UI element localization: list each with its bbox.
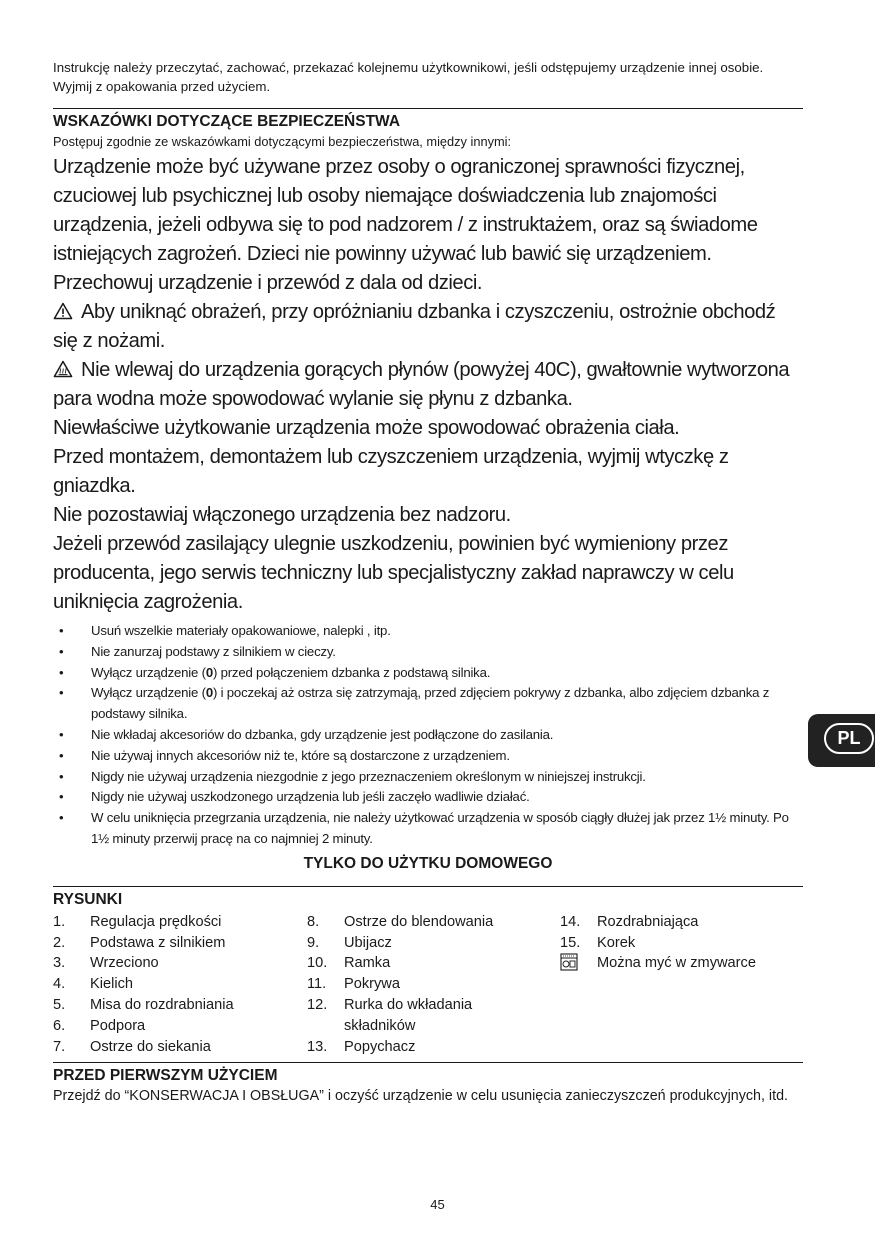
safety-paragraph-warning xyxy=(53,298,803,356)
page-content xyxy=(53,58,803,1106)
figure-legend-item xyxy=(307,974,524,995)
figure-legend-item xyxy=(53,933,234,954)
figure-label: Kielich xyxy=(90,976,133,993)
figure-label: Pokrywa xyxy=(344,976,400,993)
figures-column-2 xyxy=(307,912,524,1058)
figure-legend-item xyxy=(307,995,524,1037)
figure-label: Ostrze do siekania xyxy=(90,1038,211,1055)
figure-legend-item xyxy=(560,933,756,954)
figure-number: 3. xyxy=(53,955,66,972)
dishwasher-safe-label: Można myć w zmywarce xyxy=(597,955,756,972)
safety-paragraph: Jeżeli przewód zasilający ulegnie uszkodzeniu, powinien być wymieniony przez producenta, jego serwis techniczny lub specjalistyczny zakład naprawczy w celu uniknięcia zagrożenia. xyxy=(53,533,734,613)
figure-legend-item xyxy=(307,912,524,933)
dishwasher-safe-icon xyxy=(560,953,578,971)
figure-number: 10. xyxy=(307,955,328,972)
first-use-section xyxy=(53,1062,803,1107)
bullet-item: • Nigdy nie używaj uszkodzonego urządzenia lub jeśli zaczęło wadliwie działać. xyxy=(53,787,803,808)
dishwasher-icon-cell xyxy=(560,953,597,975)
figure-number: 2. xyxy=(53,934,66,951)
figure-label: Wrzeciono xyxy=(90,955,159,972)
dishwasher-safe-item xyxy=(560,953,756,975)
figure-legend-item xyxy=(53,1016,234,1037)
hot-surface-warning-icon xyxy=(53,360,73,378)
figure-label: Misa do rozdrabniania xyxy=(90,996,234,1013)
first-use-text: Przejdź do “KONSERWACJA I OBSŁUGA” i oczyść urządzenie w celu usunięcia zanieczyszczeń produkcyjnych, itd. xyxy=(53,1087,788,1104)
figure-label: Ostrze do blendowania xyxy=(344,913,494,930)
figure-number: 14. xyxy=(560,913,581,930)
figure-number: 11. xyxy=(307,976,327,993)
figure-label: Podstawa z silnikiem xyxy=(90,934,226,951)
figures-column-3-items xyxy=(560,912,756,954)
safety-paragraph: Przed montażem, demontażem lub czyszczeniem urządzenia, wyjmij wtyczkę z gniazdka. xyxy=(53,446,729,497)
figure-number: 7. xyxy=(53,1038,66,1055)
figures-column-3 xyxy=(560,912,756,975)
warning-text: Aby uniknąć obrażeń, przy opróżnianiu dzbanka i czyszczeniu, ostrożnie obchodź się z nożami. xyxy=(53,301,776,352)
safety-subtitle: Postępuj zgodnie ze wskazówkami dotyczącymi bezpieczeństwa, między innymi: xyxy=(53,134,512,149)
figure-legend-item xyxy=(53,974,234,995)
figure-legend-item xyxy=(307,933,524,954)
safety-section xyxy=(53,108,803,874)
figures-column-1 xyxy=(53,912,234,1058)
figure-label: Ramka xyxy=(344,955,391,972)
figure-label: Rurka do wkładania składników xyxy=(344,996,473,1034)
safety-paragraph: Nie pozostawiaj włączonego urządzenia bez nadzoru. xyxy=(53,504,511,526)
warning-icon xyxy=(53,302,73,320)
bullet-item: • Nie wkładaj akcesoriów do dzbanka, gdy urządzenie jest podłączone do zasilania. xyxy=(53,725,803,746)
figure-legend-item xyxy=(307,1037,524,1058)
figure-number: 6. xyxy=(53,1017,66,1034)
first-use-heading: PRZED PIERWSZYM UŻYCIEM xyxy=(53,1066,278,1084)
bullet-item: • Wyłącz urządzenie (0) i poczekaj aż ostrza się zatrzymają, przed zdjęciem pokrywy z dzbanka, albo zdjęciem dzbanka z podstawy silnika. xyxy=(53,683,803,725)
hot-liquid-warning-text: Nie wlewaj do urządzenia gorących płynów (powyżej 40C), gwałtownie wytworzona para wodna może spowodować wylanie się płynu z dzbanka. xyxy=(53,359,790,410)
figure-number: 12. xyxy=(307,996,328,1013)
figure-legend-item xyxy=(53,995,234,1016)
safety-paragraph: Urządzenie może być używane przez osoby o ograniczonej sprawności fizycznej, czuciowej lub psychicznej lub osoby niemające doświadczenia lub znajomości urządzenia, jeżeli odbywa się to pod nadzorem / z instruktażem, oraz są świadome istniejących zagrożeń. Dzieci nie powinny używać lub bawić się urządzeniem. xyxy=(53,156,758,265)
bullet-item: • W celu uniknięcia przegrzania urządzenia, nie należy użytkować urządzenia w sposób ciągły dłużej jak przez 1½ minuty. Po 1½ minuty przerwij pracę na co najmniej 2 minuty. xyxy=(53,808,803,850)
figure-number: 4. xyxy=(53,976,66,993)
figure-number: 8. xyxy=(307,913,320,930)
figure-number: 13. xyxy=(307,1038,328,1055)
figure-label: Ubijacz xyxy=(344,934,392,951)
figure-legend-item xyxy=(560,912,756,933)
figure-legend-item xyxy=(53,953,234,974)
page-number: 45 xyxy=(430,1197,445,1212)
figure-legend-item xyxy=(53,1037,234,1058)
figure-legend-item xyxy=(53,912,234,933)
figures-section xyxy=(53,886,803,1055)
figures-list xyxy=(53,910,803,1055)
figure-label: Rozdrabniająca xyxy=(597,913,699,930)
figure-label: Podpora xyxy=(90,1017,146,1034)
bullet-item: • Usuń wszelkie materiały opakowaniowe, nalepki , itp. xyxy=(53,621,803,642)
figure-legend-item xyxy=(307,953,524,974)
safety-bullet-list xyxy=(53,621,803,850)
bullet-item: • Nigdy nie używaj urządzenia niezgodnie z jego przeznaczeniem określonym w niniejszej instrukcji. xyxy=(53,767,803,788)
safety-paragraph-hot-warning xyxy=(53,356,803,414)
safety-paragraphs xyxy=(53,153,803,617)
intro-text: Instrukcję należy przeczytać, zachować, przekazać kolejnemu użytkownikowi, jeśli odstępujemy urządzenie innej osobie. Wyjmij z opakowania przed użyciem. xyxy=(53,60,764,94)
figure-number: 15. xyxy=(560,934,581,951)
safety-heading: WSKAZÓWKI DOTYCZĄCE BEZPIECZEŃSTWA xyxy=(53,113,401,130)
figure-label: Popychacz xyxy=(344,1038,416,1055)
bullet-item: • Nie używaj innych akcesoriów niż te, które są dostarczone z urządzeniem. xyxy=(53,746,803,767)
language-badge: PL xyxy=(824,723,874,754)
bullet-item: • Wyłącz urządzenie (0) przed połączeniem dzbanka z podstawą silnika. xyxy=(53,663,803,684)
language-tab xyxy=(808,714,875,767)
figure-label: Korek xyxy=(597,934,636,951)
figures-heading: RYSUNKI xyxy=(53,890,123,908)
bullet-item: • Nie zanurzaj podstawy z silnikiem w cieczy. xyxy=(53,642,803,663)
safety-paragraph: Przechowuj urządzenie i przewód z dala od dzieci. xyxy=(53,272,483,294)
figure-label: Regulacja prędkości xyxy=(90,913,222,930)
safety-paragraph: Niewłaściwe użytkowanie urządzenia może spowodować obrażenia ciała. xyxy=(53,417,680,439)
household-only-heading: TYLKO DO UŻYTKU DOMOWEGO xyxy=(303,854,553,872)
figure-number: 1. xyxy=(53,913,66,930)
figure-number: 5. xyxy=(53,996,66,1013)
figure-number: 9. xyxy=(307,934,320,951)
